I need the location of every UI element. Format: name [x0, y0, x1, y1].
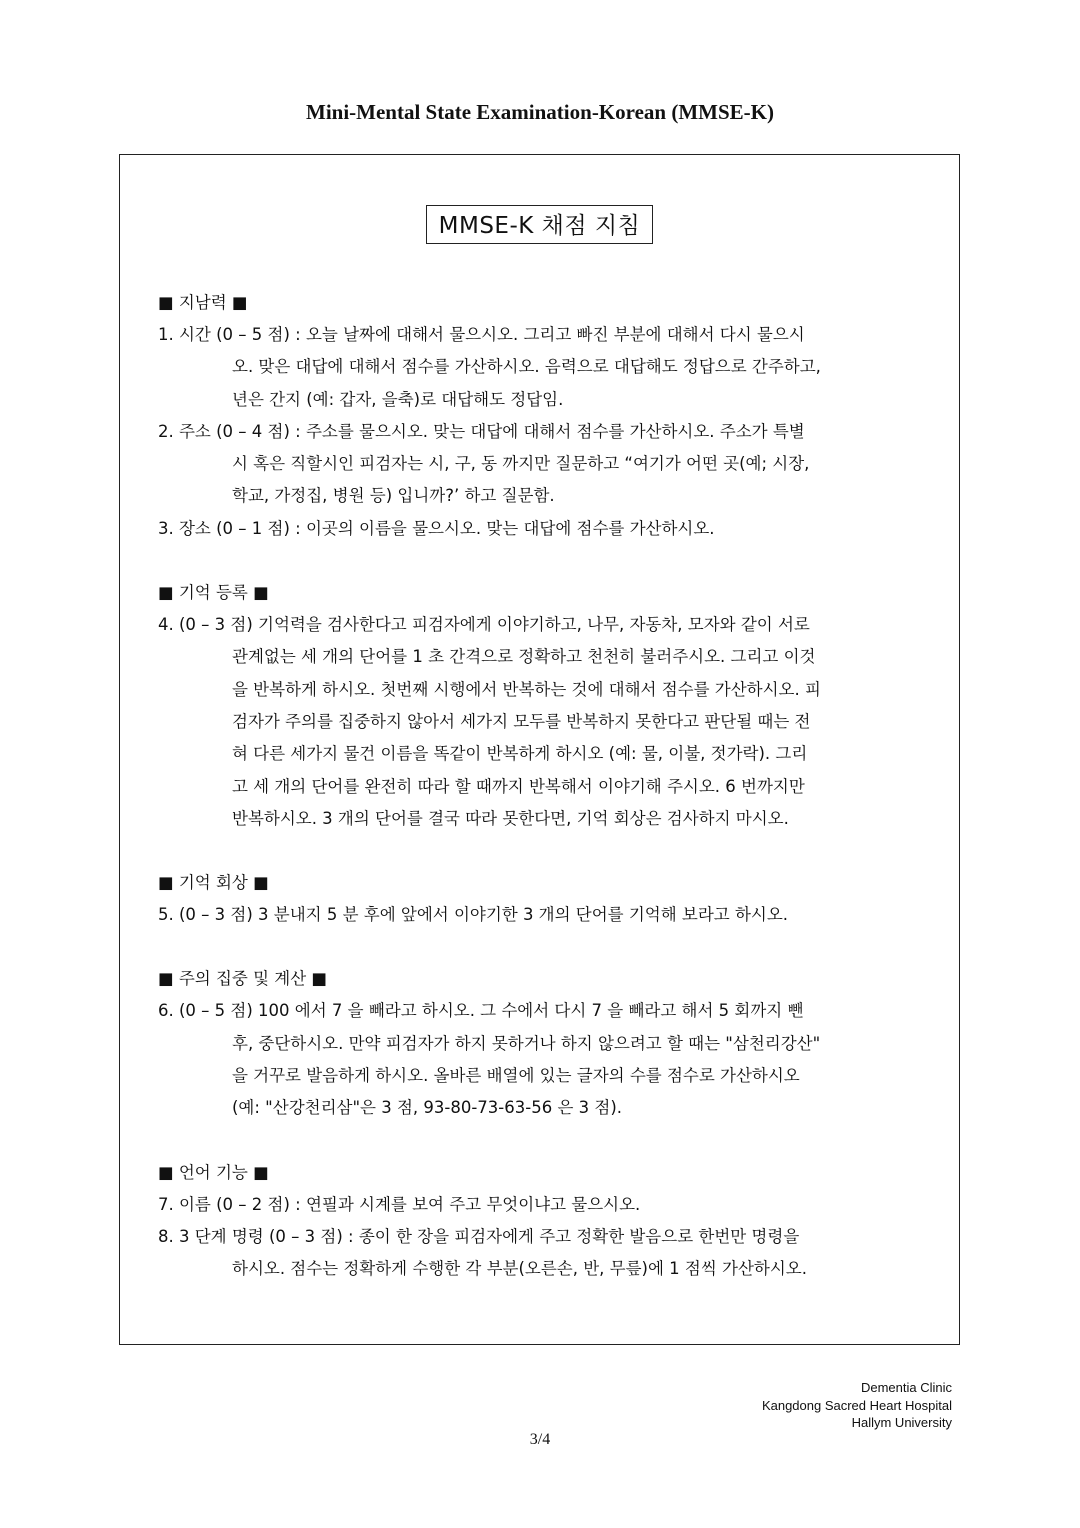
footer-institution	[762, 1379, 952, 1432]
item-text-line: 6. (0 – 5 점) 100 에서 7 을 빼라고 하시오. 그 수에서 다시 7 을 빼라고 해서 5 회까지 뺀	[158, 1001, 804, 1021]
box-title: MMSE-K 채점 지침	[426, 205, 654, 244]
item-text-line: 8. 3 단계 명령 (0 – 3 점) : 종이 한 장을 피검자에게 주고 정확한 발음으로 한번만 명령을	[158, 1226, 800, 1246]
section-gap	[158, 835, 936, 867]
item-text-line: 관계없는 세 개의 단어를 1 초 간격으로 정확하고 천천히 불러주시오. 그리고 이것	[232, 647, 816, 667]
item-text-line: 1. 시간 (0 – 5 점) : 오늘 날짜에 대해서 물으시오. 그리고 빠진 부분에 대해서 다시 물으시	[158, 325, 805, 344]
guideline-frame	[119, 154, 960, 1345]
item-text-line: 후, 중단하시오. 만약 피검자가 하지 못하거나 하지 않으려고 할 때는 "삼천리강산"	[232, 1033, 821, 1053]
guideline-item	[158, 513, 936, 545]
section-heading: ■ 기억 회상 ■	[158, 873, 269, 893]
footer-hospital: Kangdong Sacred Heart Hospital	[761, 1397, 952, 1413]
item-text-line: 을 반복하게 하시오. 첫번째 시행에서 반복하는 것에 대해서 점수를 가산하시오. 피	[232, 679, 821, 699]
guideline-item	[158, 1221, 936, 1286]
guideline-item	[158, 899, 936, 931]
item-text-line: 하시오. 점수는 정확하게 수행한 각 부분(오른손, 반, 무릎)에 1 점씩 가산하시오.	[232, 1259, 807, 1279]
item-text-line: 년은 간지 (예: 갑자, 을축)로 대답해도 정답임.	[232, 389, 564, 409]
guideline-section	[158, 287, 936, 545]
item-text-line: 검자가 주의를 집중하지 않아서 세가지 모두를 반복하지 못한다고 판단될 때는 전	[232, 711, 811, 731]
item-text-line: 7. 이름 (0 – 2 점) : 연필과 시계를 보여 주고 무엇이냐고 물으시오.	[158, 1194, 641, 1214]
item-text-line: 3. 장소 (0 – 1 점) : 이곳의 이름을 물으시오. 맞는 대답에 점수를 가산하시오.	[158, 518, 715, 538]
footer-clinic: Dementia Clinic	[860, 1380, 952, 1395]
item-text-line: 반복하시오. 3 개의 단어를 결국 따라 못한다면, 기억 회상은 검사하지 마시오.	[232, 808, 789, 828]
guideline-item	[158, 609, 936, 835]
item-text-line: 학교, 가정집, 병원 등) 입니까?’ 하고 질문함.	[232, 486, 555, 506]
guideline-item	[158, 416, 936, 513]
item-text-line: 4. (0 – 3 점) 기억력을 검사한다고 피검자에게 이야기하고, 나무, 자동차, 모자와 같이 서로	[158, 615, 810, 635]
item-text-line: 오. 맞은 대답에 대해서 점수를 가산하시오. 음력으로 대답해도 정답으로 간주하고,	[232, 357, 821, 377]
item-text-line: 시 혹은 직할시인 피검자는 시, 구, 동 까지만 질문하고 “여기가 어떤 곳(예; 시장,	[232, 454, 810, 474]
guideline-section	[158, 963, 936, 1124]
section-heading: ■ 기억 등록 ■	[158, 583, 269, 603]
item-text-line: (예: "산강천리삼"은 3 점, 93-80-73-63-56 은 3 점).	[232, 1098, 622, 1118]
section-heading: ■ 언어 기능 ■	[158, 1162, 269, 1182]
item-text-line: 2. 주소 (0 – 4 점) : 주소를 물으시오. 맞는 대답에 대해서 점수를 가산하시오. 주소가 특별	[158, 421, 805, 441]
item-text-line: 고 세 개의 단어를 완전히 따라 할 때까지 반복해서 이야기해 주시오. 6 번까지만	[232, 776, 805, 796]
footer-university: Hallym University	[851, 1415, 952, 1430]
item-text-line: 혀 다른 세가지 물건 이름을 똑같이 반복하게 하시오 (예: 물, 이불, 젓가락). 그리	[232, 744, 808, 764]
guideline-item	[158, 1189, 936, 1221]
box-title-wrap	[120, 205, 959, 244]
guideline-item	[158, 319, 936, 416]
section-heading: ■ 지남력 ■	[158, 293, 248, 312]
guideline-section	[158, 867, 936, 931]
section-gap	[158, 931, 936, 963]
guideline-item	[158, 995, 936, 1124]
section-heading: ■ 주의 집중 및 계산 ■	[158, 969, 327, 989]
guideline-content	[158, 287, 936, 1286]
guideline-section	[158, 577, 936, 835]
document-title: Mini-Mental State Examination-Korean (MMSE-K)	[306, 100, 774, 124]
guideline-section	[158, 1157, 936, 1286]
section-gap	[158, 545, 936, 577]
item-text-line: 을 거꾸로 발음하게 하시오. 올바른 배열에 있는 글자의 수를 점수로 가산하시오	[232, 1066, 800, 1086]
page-number: 3/4	[529, 1431, 551, 1448]
item-text-line: 5. (0 – 3 점) 3 분내지 5 분 후에 앞에서 이야기한 3 개의 단어를 기억해 보라고 하시오.	[158, 905, 789, 925]
section-gap	[158, 1125, 936, 1157]
